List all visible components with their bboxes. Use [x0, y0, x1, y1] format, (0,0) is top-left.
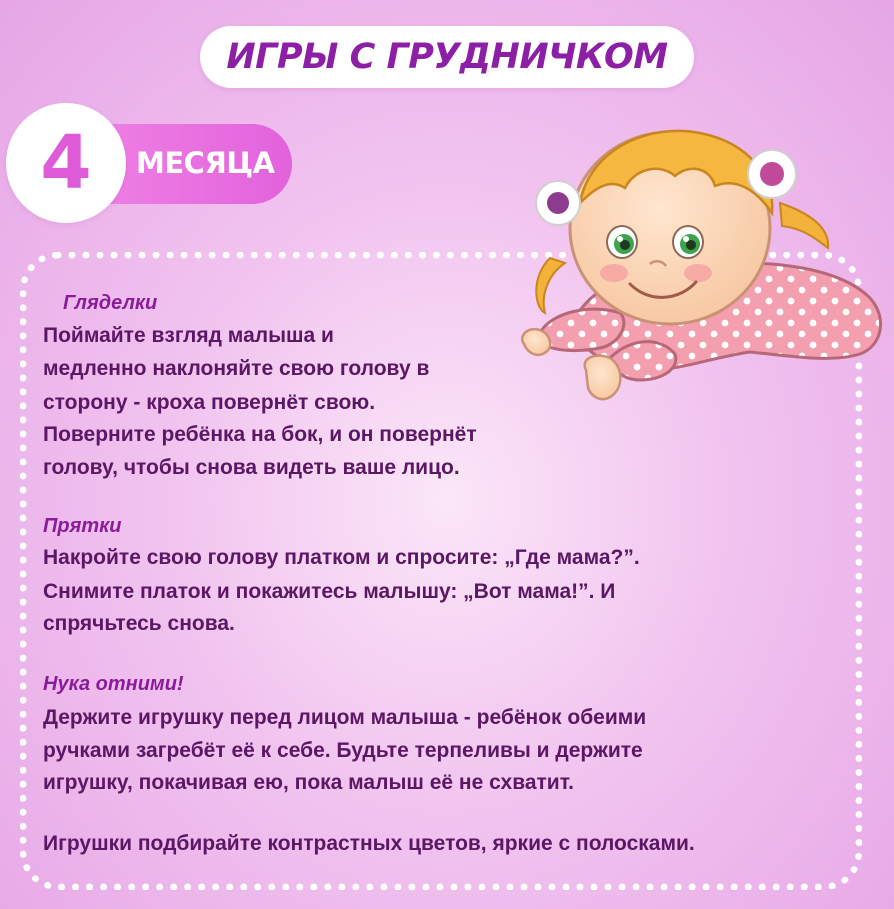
section-heading: Нука отними! — [43, 673, 184, 695]
right-bow-icon — [748, 150, 796, 198]
page-title: ИГРЫ С ГРУДНИЧКОМ — [226, 37, 668, 77]
text-line: Снимите платок и покажитесь малышу: „Вот мама!”. И — [43, 580, 616, 603]
text-line: Поверните ребёнка на бок, и он повернёт — [43, 423, 477, 446]
footer-note: Игрушки подбирайте контрастных цветов, яркие с полосками. — [43, 832, 695, 855]
text-line: голову, чтобы снова видеть ваше лицо. — [43, 456, 460, 479]
text-line: ручками загребёт её к себе. Будьте терпеливы и держите — [43, 739, 643, 762]
month-badge — [6, 103, 126, 223]
text-line: Поймайте взгляд малыша и — [43, 324, 334, 347]
left-bow-icon — [536, 181, 580, 225]
section-heading: Прятки — [43, 515, 122, 537]
month-number: 4 — [40, 120, 92, 206]
baby-illustration — [510, 108, 890, 418]
text-line: игрушку, покачивая ею, пока малыш её не схватит. — [43, 771, 574, 794]
text-line: Держите игрушку перед лицом малыша - ребёнок обеими — [43, 706, 647, 729]
text-line: сторону - кроха повернёт свою. — [43, 391, 376, 414]
month-label: МЕСЯЦА — [136, 146, 275, 180]
section-heading: Гляделки — [63, 292, 158, 314]
text-line: спрячьтесь снова. — [43, 612, 235, 635]
text-line: Накройте свою голову платком и спросите: „Где мама?”. — [43, 546, 640, 569]
text-line: медленно наклоняйте свою голову в — [43, 357, 430, 380]
title-banner — [200, 26, 694, 88]
